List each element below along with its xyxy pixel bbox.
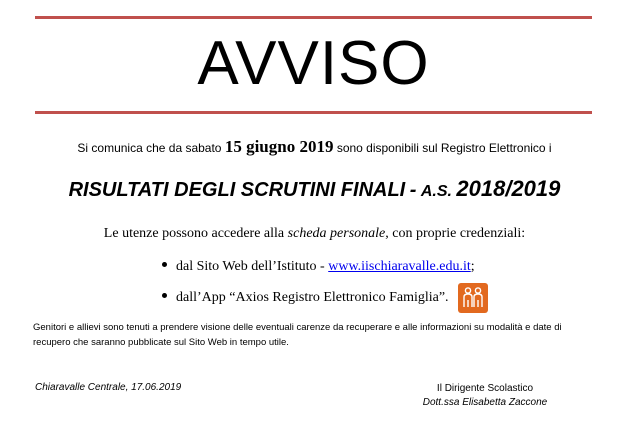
access-emphasis: scheda personale <box>287 226 386 241</box>
access-text <box>20 224 609 244</box>
bullet-website-prefix: dal Sito Web dell’Istituto - <box>176 259 325 274</box>
access-after: , con proprie credenziali: <box>385 226 526 241</box>
signature-block <box>400 382 570 410</box>
family-app-icon <box>458 283 488 313</box>
intro-after: sono disponibili sul Registro Elettronico i <box>336 141 552 155</box>
headline-as-label: A.S. <box>420 183 452 200</box>
bottom-divider <box>35 111 592 114</box>
headline-separator: - <box>409 179 417 201</box>
page-title: AVVISO <box>197 29 430 98</box>
intro-text <box>20 136 609 159</box>
notice-note: Genitori e allievi sono tenuti a prendere visione delle eventuali carenze da recuperare e alle informazioni su modalità e date di recupero che saranno pubblicate sul Sito Web in tempo utile. <box>33 322 562 348</box>
bullet-website <box>162 257 475 277</box>
access-before: Le utenze possono accedere alla <box>103 226 285 241</box>
top-divider <box>35 16 592 19</box>
signer-role: Il Dirigente Scolastico <box>436 383 534 394</box>
intro-before: Si comunica che da sabato <box>77 141 222 155</box>
bullet-dot-icon <box>162 293 167 298</box>
place-date: Chiaravalle Centrale, 17.06.2019 <box>35 382 182 393</box>
intro-date: 15 giugno 2019 <box>224 137 334 156</box>
website-link[interactable]: www.iischiaravalle.edu.it <box>328 259 471 274</box>
signer-name: Dott.ssa Elisabetta Zaccone <box>422 397 548 408</box>
bullet-app <box>162 288 449 308</box>
headline-main: RISULTATI DEGLI SCRUTINI FINALI <box>68 179 406 201</box>
bullet-dot-icon <box>162 262 167 267</box>
bullet-app-text: dall’App “Axios Registro Elettronico Famiglia”. <box>176 290 449 305</box>
bullet-website-suffix: ; <box>470 259 475 274</box>
headline-year: 2018/2019 <box>456 176 561 201</box>
headline <box>20 176 609 202</box>
